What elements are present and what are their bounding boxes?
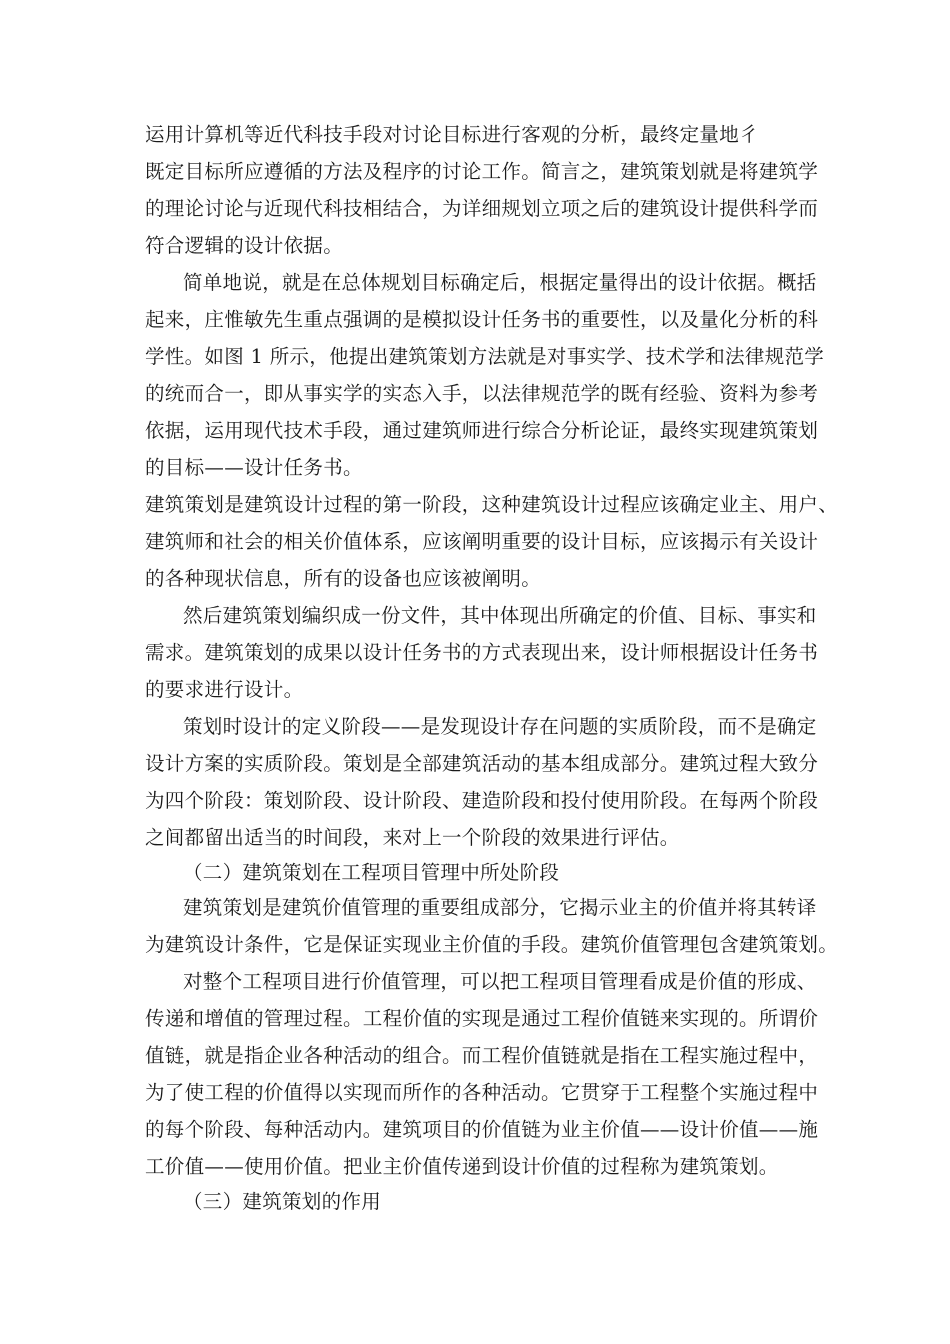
paragraph-line: 传递和增值的管理过程。工程价值的实现是通过工程价值链来实现的。所谓价 — [145, 1007, 819, 1030]
paragraph-line: 依据，运用现代技术手段，通过建筑师进行综合分析论证，最终实现建筑策划 — [145, 419, 819, 442]
paragraph-line: 为四个阶段：策划阶段、设计阶段、建造阶段和投付使用阶段。在每两个阶段 — [145, 789, 819, 812]
paragraph-line: 的理论讨论与近现代科技相结合，为详细规划立项之后的建筑设计提供科学而 — [145, 197, 819, 220]
paragraph-line: 符合逻辑的设计依据。 — [145, 234, 344, 257]
paragraph-line: 学性。如图 1 所示，他提出建筑策划方法就是对事实学、技术学和法律规范学 — [145, 345, 825, 368]
section-heading: （三）建筑策划的作用 — [183, 1190, 382, 1213]
paragraph-line: 对整个工程项目进行价值管理，可以把工程项目管理看成是价值的形成、 — [183, 970, 817, 993]
paragraph-line: 值链，就是指企业各种活动的组合。而工程价值链就是指在工程实施过程中， — [145, 1044, 819, 1067]
paragraph-line: 的各种现状信息，所有的设备也应该被阐明。 — [145, 567, 542, 590]
paragraph-line: 建筑策划是建筑设计过程的第一阶段，这种建筑设计过程应该确定业主、用户、 — [145, 493, 839, 516]
paragraph-line: 设计方案的实质阶段。策划是全部建筑活动的基本组成部分。建筑过程大致分 — [145, 752, 819, 775]
paragraph-line: 建筑策划是建筑价值管理的重要组成部分，它揭示业主的价值并将其转译 — [183, 896, 817, 919]
paragraph-line: 工价值——使用价值。把业主价值传递到设计价值的过程称为建筑策划。 — [145, 1155, 779, 1178]
paragraph-line: 然后建筑策划编织成一份文件，其中体现出所确定的价值、目标、事实和 — [183, 604, 817, 627]
paragraph-line: 为了使工程的价值得以实现而所作的各种活动。它贯穿于工程整个实施过程中 — [145, 1081, 819, 1104]
paragraph-line: 的统而合一，即从事实学的实态入手，以法律规范学的既有经验、资料为参考 — [145, 382, 819, 405]
paragraph-line: 建筑师和社会的相关价值体系，应该阐明重要的设计目标，应该揭示有关设计 — [145, 530, 819, 553]
paragraph-line: 策划时设计的定义阶段——是发现设计存在问题的实质阶段，而不是确定 — [183, 715, 817, 738]
paragraph-line: 既定目标所应遵循的方法及程序的讨论工作。简言之，建筑策划就是将建筑学 — [145, 160, 819, 183]
paragraph-line: 之间都留出适当的时间段，来对上一个阶段的效果进行评估。 — [145, 826, 680, 849]
section-heading: （二）建筑策划在工程项目管理中所处阶段 — [183, 861, 560, 884]
paragraph-line: 运用计算机等近代科技手段对讨论目标进行客观的分析，最终定量地彳 — [145, 123, 759, 146]
paragraph-line: 起来，庄惟敏先生重点强调的是模拟设计任务书的重要性，以及量化分析的科 — [145, 308, 819, 331]
paragraph-line: 简单地说，就是在总体规划目标确定后，根据定量得出的设计依据。概括 — [183, 271, 817, 294]
paragraph-line: 需求。建筑策划的成果以设计任务书的方式表现出来，设计师根据设计任务书 — [145, 641, 819, 664]
paragraph-line: 的要求进行设计。 — [145, 678, 304, 701]
paragraph-line: 为建筑设计条件，它是保证实现业主价值的手段。建筑价值管理包含建筑策划。 — [145, 933, 839, 956]
paragraph-line: 的目标——设计任务书。 — [145, 456, 363, 479]
paragraph-line: 的每个阶段、每种活动内。建筑项目的价值链为业主价值——设计价值——施 — [145, 1118, 819, 1141]
